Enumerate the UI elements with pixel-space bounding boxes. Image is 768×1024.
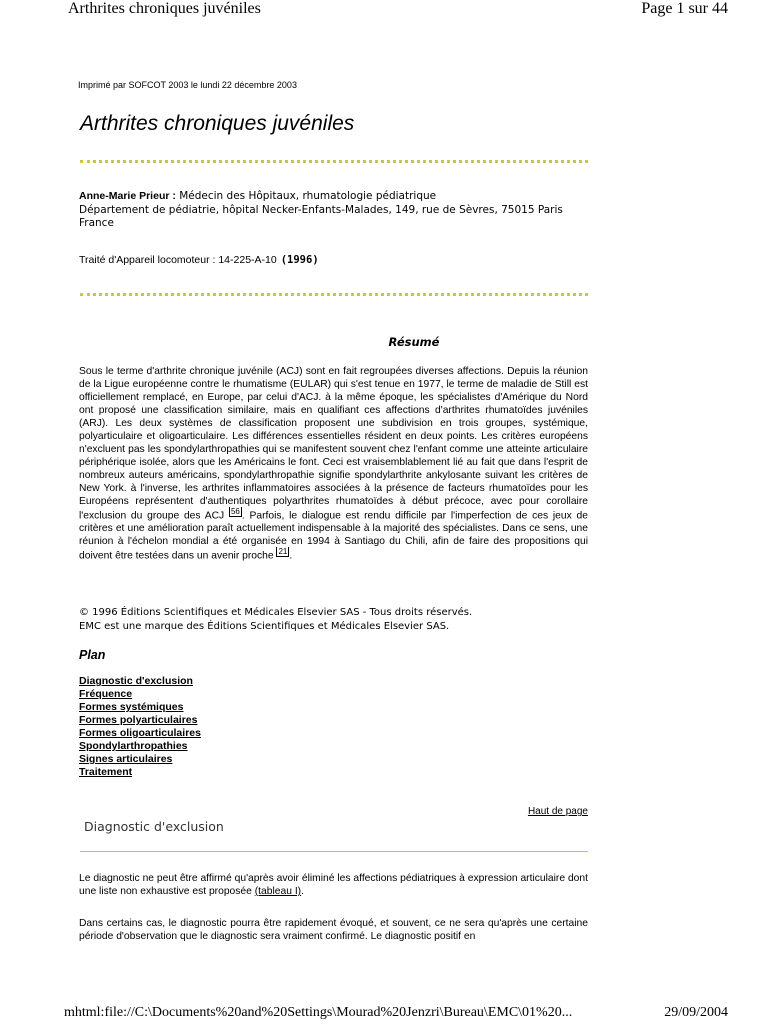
copyright-line-1: © 1996 Éditions Scientifiques et Médicales Elsevier SAS - Tous droits réservés. (79, 607, 473, 618)
author-role: Médecin des Hôpitaux, rhumatologie pédiatrique (175, 190, 437, 202)
resume-heading: Résumé (388, 335, 440, 349)
toc-link-formes-systemiques[interactable]: Formes systémiques (79, 701, 184, 713)
document-title: Arthrites chroniques juvéniles (80, 112, 355, 135)
footer-date: 29/09/2004 (664, 1005, 728, 1020)
abstract-paragraph (79, 365, 588, 563)
dotted-separator-bottom (80, 293, 588, 296)
footer-file-path: mhtml:file://C:\Documents%20and%20Settings\Mourad%20Jenzri\Bureau\EMC\01%20... (64, 1005, 573, 1020)
table-reference-link[interactable]: (tableau I) (254, 886, 302, 897)
author-line (79, 190, 589, 204)
plan-heading: Plan (79, 648, 106, 662)
para1-text-a: Le diagnostic ne peut être affirmé qu'après avoir éliminé les affections pédiatriques à expression articulaire dont une liste non exhaustive est proposée (79, 873, 588, 897)
section-paragraph-2: Dans certains cas, le diagnostic pourra être rapidement évoqué, et souvent, ce ne sera qu'après une certaine période d'observation que le diagnostic sera vraiment confirmé. Le diagnostic positif en (79, 918, 588, 942)
section-separator (80, 851, 588, 852)
author-country: France (79, 217, 114, 229)
copyright-line-2: EMC est une marque des Éditions Scientifiques et Médicales Elsevier SAS. (79, 620, 450, 632)
back-to-top-link[interactable]: Haut de page (527, 806, 588, 817)
treatise-year: (1996) (280, 254, 319, 266)
section-title: Diagnostic d'exclusion (84, 819, 224, 834)
toc-link-formes-oligoarticulaires[interactable]: Formes oligoarticulaires (79, 727, 201, 739)
reference-link-56[interactable]: 56 (230, 507, 240, 516)
abstract-text-1: Sous le terme d'arthrite chronique juvénile (ACJ) sont en fait regroupées diverses affections. Depuis la réunion de la Ligue européenne contre le rhumatisme (EULAR) qui s'est tenue en 1977, le terme de maladie de Still est officiellement remplacé, en Europe, par celui d'ACJ. à la même époque, les spécialistes d'Amérique du Nord ont proposé une classification similaire, mais en qualifiant ces affections d'arthrites rhumatoïdes juvéniles (ARJ). Les deux systèmes de classification proposent une subdivision en trois groupes, systémique, polyarticulaire et oligoarticulaire. Les différences essentielles résident en deux points. Les critères européens n'excluent pas les spondylarthropathies qui se manifestent souvent chez l'enfant comme une atteinte articulaire périphérique isolée, alors que les Américains le font. Ceci est vraisemblablement lié au fait que dans l'esprit de nombreux auteurs américains, spondylarthropathie signifie spondylarthrite ankylosante suivant les critères de New York. à l'inverse, les arthrites inflammatoires associées à la présence de facteurs rhumatoïdes pour les Européens représentent d'authentiques polyarthrites rhumatoïdes à début précoce, avec pour corollaire l'exclusion du groupe des ACJ (79, 366, 588, 522)
toc-link-frequence[interactable]: Fréquence (79, 688, 133, 700)
treatise-reference (79, 254, 319, 266)
abstract-text-2: . Parfois, le dialogue est rendu difficile par l'imperfection de ces jeux de critères et une amélioration paraît actuellement indispensable à la majorité des spécialistes. Dans ce sens, une réunion à l'échelon mondial a été organisée en 1994 à Santiago du Chili, afin de faire des propositions qui doivent être testées dans un avenir proche (79, 510, 588, 562)
abstract-text-3: . (289, 550, 293, 562)
printed-by-line: Imprimé par SOFCOT 2003 le lundi 22 décembre 2003 (78, 80, 297, 90)
section-paragraph-1 (79, 872, 588, 898)
author-name: Anne-Marie Prieur : (79, 190, 176, 202)
page-number: Page 1 sur 44 (641, 0, 728, 17)
table-of-contents (79, 675, 201, 779)
browser-print-header-title: Arthrites chroniques juvéniles (68, 0, 261, 17)
para1-text-b: . (301, 886, 304, 897)
copyright-block (79, 606, 472, 633)
toc-link-diagnostic[interactable]: Diagnostic d'exclusion (79, 675, 193, 687)
treatise-label: Traité d'Appareil locomoteur : 14-225-A-10 (79, 254, 277, 266)
toc-link-signes-articulaires[interactable]: Signes articulaires (79, 753, 173, 765)
toc-link-traitement[interactable]: Traitement (79, 766, 133, 778)
dotted-separator-top (80, 160, 588, 163)
toc-link-spondylarthropathies[interactable]: Spondylarthropathies (79, 740, 188, 752)
toc-link-formes-polyarticulaires[interactable]: Formes polyarticulaires (79, 714, 198, 726)
author-affiliation: Département de pédiatrie, hôpital Necker-Enfants-Malades, 149, rue de Sèvres, 75015 Paris (79, 203, 563, 216)
author-block (79, 190, 589, 231)
reference-link-21[interactable]: 21 (278, 547, 288, 557)
